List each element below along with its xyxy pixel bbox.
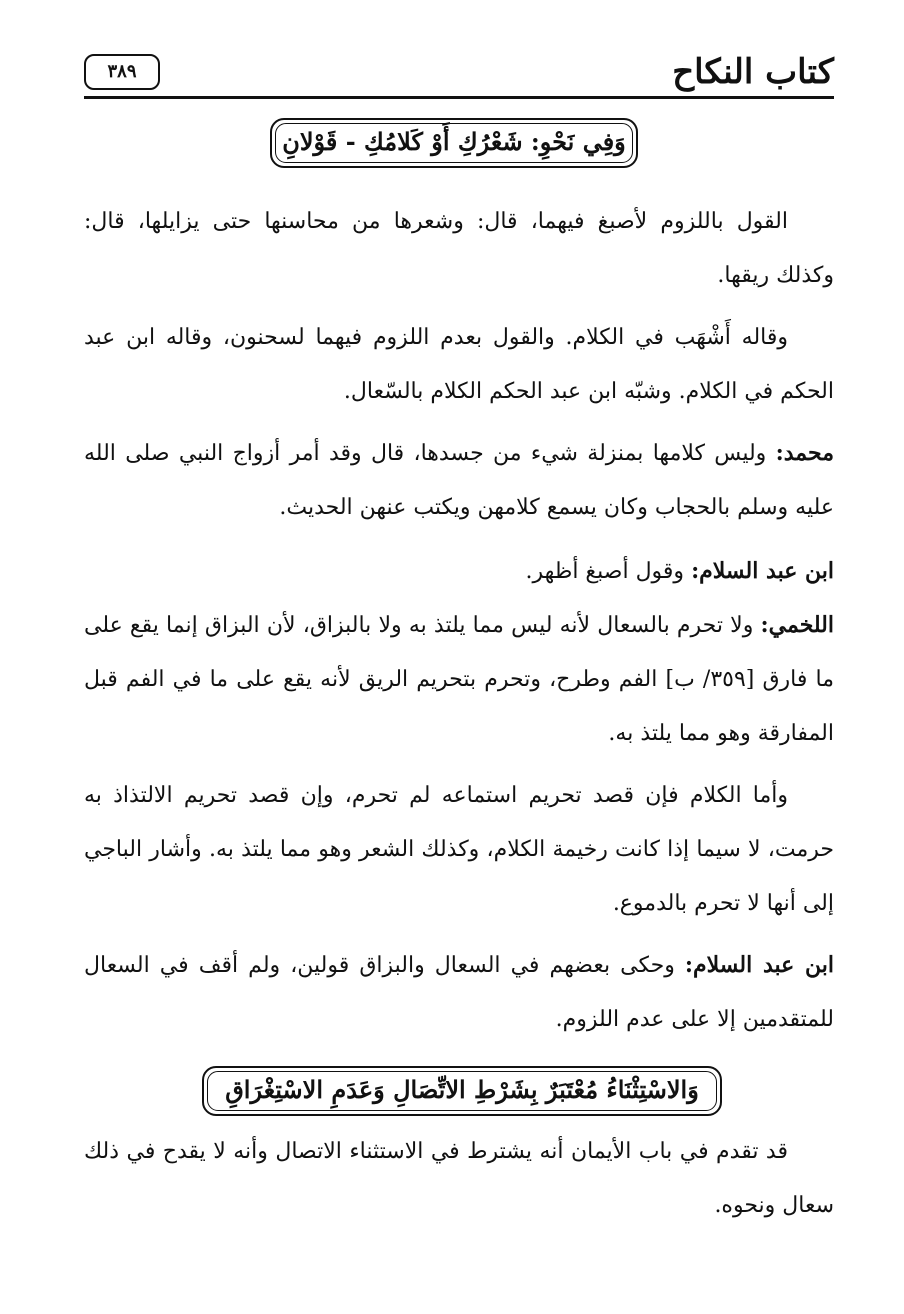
- paragraph: [84, 194, 834, 303]
- paragraph: [84, 1124, 834, 1233]
- paragraph: [84, 938, 834, 1047]
- speaker-label: محمد:: [775, 440, 834, 466]
- section-heading: وَالاسْتِثْنَاءُ مُعْتَبَرٌ بِشَرْطِ الاتِّصَالِ وَعَدَمِ الاسْتِغْرَاقِ: [202, 1066, 722, 1116]
- speaker-label: ابن عبد السلام:: [691, 558, 834, 584]
- paragraph-text: وقاله أَشْهَب في الكلام. والقول بعدم اللزوم فيهما لسحنون، وقاله ابن عبد الحكم في الكلام. وشبّه ابن عبد الحكم الكلام بالسّعال.: [84, 325, 834, 404]
- paragraph-text: وليس كلامها بمنزلة شيء من جسدها، قال وقد أمر أزواج النبي صلى الله عليه وسلم بالحجاب وكان يسمع كلامهن ويكتب عنهن الحديث.: [84, 441, 834, 520]
- paragraph: [84, 598, 834, 761]
- speaker-label: اللخمي:: [760, 612, 834, 638]
- paragraph: [84, 768, 834, 931]
- paragraph-text: وحكى بعضهم في السعال والبزاق قولين، ولم أقف في السعال للمتقدمين إلا على عدم اللزوم.: [84, 953, 834, 1032]
- paragraph: [84, 544, 834, 599]
- paragraph-text: وأما الكلام فإن قصد تحريم استماعه لم تحرم، وإن قصد تحريم الالتذاذ به حرمت، لا سيما إذا كانت رخيمة الكلام، وكذلك الشعر وهو مما يلتذ به. وأشار الباجي إلى أنها لا تحرم بالدموع.: [84, 783, 834, 916]
- paragraph-text: ولا تحرم بالسعال لأنه ليس مما يلتذ به ولا بالبزاق، لأن البزاق إنما يقع على ما فارق [٣٥٩/ ب] الفم وطرح، وتحرم بتحريم الريق لأنه يقع على ما في الفم قبل المفارقة وهو مما يلتذ به.: [84, 613, 834, 746]
- speaker-label: ابن عبد السلام:: [684, 952, 834, 978]
- book-title: كتاب النكاح: [672, 52, 834, 92]
- paragraph-text: القول باللزوم لأصبغ فيهما، قال: وشعرها من محاسنها حتى يزايلها، قال: وكذلك ريقها.: [84, 209, 834, 288]
- paragraph: [84, 426, 834, 535]
- paragraph-text: وقول أصبغ أظهر.: [525, 559, 692, 584]
- page-header: [84, 44, 834, 102]
- header-rule: [84, 96, 834, 99]
- paragraph-text: قد تقدم في باب الأيمان أنه يشترط في الاستثناء الاتصال وأنه لا يقدح في ذلك سعال ونحوه.: [84, 1139, 834, 1218]
- page-number: ٣٨٩: [84, 54, 160, 90]
- section-heading: وَفِي نَحْوِ: شَعْرُكِ أَوْ كَلامُكِ - قَوْلانِ: [270, 118, 638, 168]
- paragraph: [84, 310, 834, 419]
